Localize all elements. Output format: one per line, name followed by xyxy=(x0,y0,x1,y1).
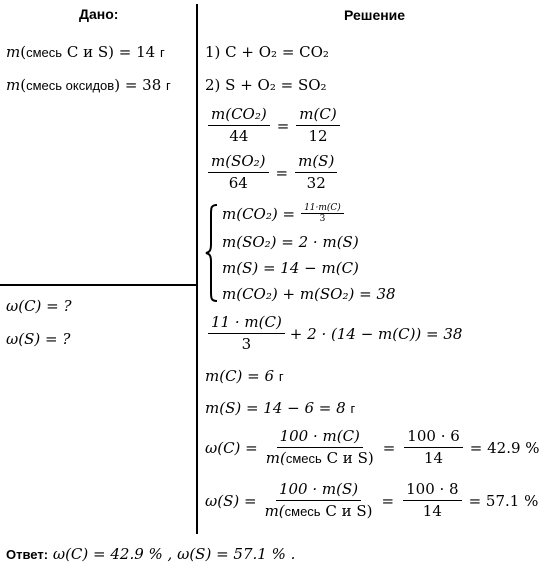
proportion-co2: $\frac{\text{m(CO₂)}}{44}$ = $\frac{m(C)}{12}$ xyxy=(205,106,343,145)
mass-carbon-result: m(C) = 6 г xyxy=(205,367,284,385)
column-divider xyxy=(196,4,198,534)
system-brace-icon xyxy=(205,204,219,302)
combined-equation: $\frac{11 \cdot m(C)}{3}$ + 2 · (14 − m(C)) = 38 xyxy=(205,314,462,353)
system-line-1: m(CO₂) = $\frac{11\cdot m(C)}{3}$ xyxy=(222,203,347,224)
answer-label: Ответ: xyxy=(6,547,49,562)
solution-header: Решение xyxy=(344,7,406,23)
proportion-so2: $\frac{\text{m(SO₂)}}{64}$ = $\frac{m(S)}{32}$ xyxy=(205,153,340,192)
mass-sulfur-result: m(S) = 14 − 6 = 8 г xyxy=(205,399,356,417)
system-line-2: m(SO₂) = 2 · m(S) xyxy=(222,233,359,251)
answer-line xyxy=(6,545,295,563)
given-mass-oxides: m(смесь оксидов) = 38 г xyxy=(6,76,171,94)
given-mass-mixture: m(смесь C и S) = 14 г xyxy=(6,43,165,61)
omega-c-calculation: ω(C) = $\frac{100 \cdot m(C)}{\text{m(смесь C и S)}}$ = $\frac{100 \cdot 6}{14}$ = 42.9 % xyxy=(205,427,540,467)
given-find-divider xyxy=(0,284,197,286)
system-line-4: m(CO₂) + m(SO₂) = 38 xyxy=(222,285,396,303)
system-line-3: m(S) = 14 − m(C) xyxy=(222,259,359,277)
answer-text: ω(C) = 42.9 % , ω(S) = 57.1 % . xyxy=(52,545,296,563)
omega-s-calculation: ω(S) = $\frac{100 \cdot m(S)}{\text{m(смесь C и S)}}$ = $\frac{100 \cdot 8}{14}$ = 57.1 % xyxy=(205,480,539,520)
reaction-1: 1) C + O₂ = CO₂ xyxy=(205,43,329,61)
find-omega-c: ω(C) = ? xyxy=(6,297,72,315)
reaction-2: 2) S + O₂ = SO₂ xyxy=(205,76,327,94)
given-header: Дано: xyxy=(79,6,119,22)
find-omega-s: ω(S) = ? xyxy=(6,330,71,348)
